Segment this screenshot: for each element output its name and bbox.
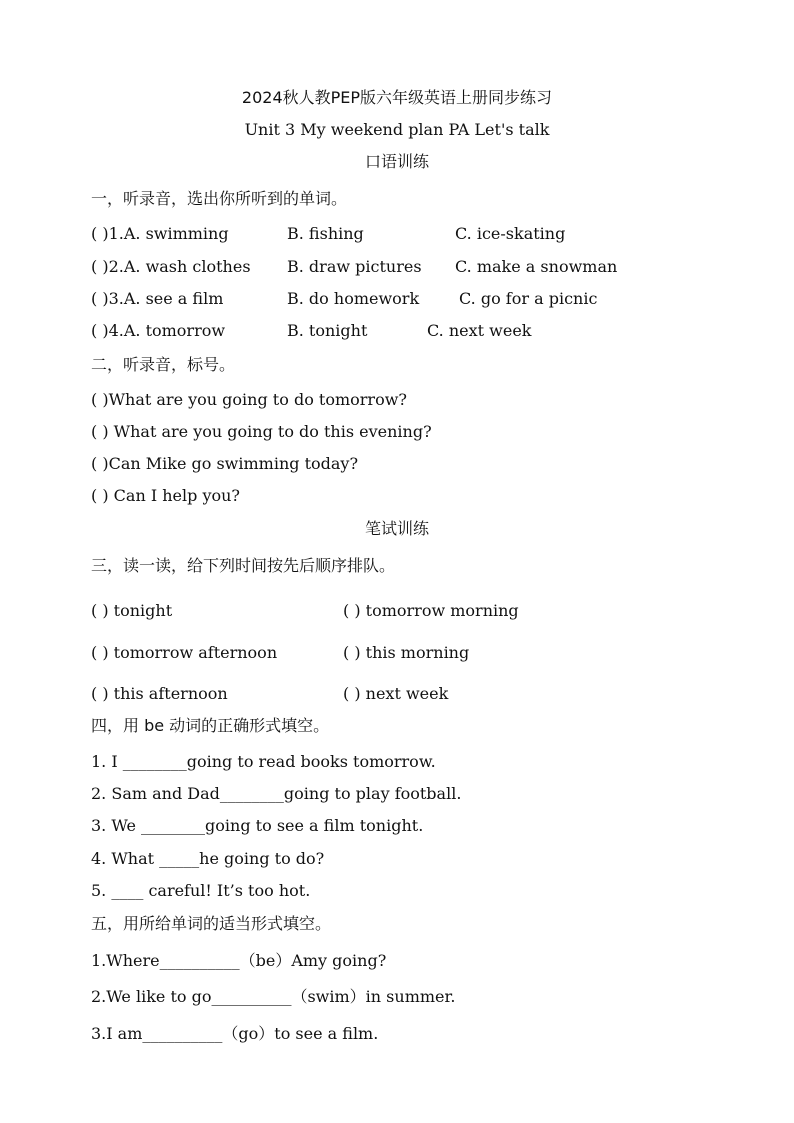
option-a: ( )4.A. tomorrow [91, 321, 226, 340]
list-item: ( )What are you going to do tomorrow? [91, 390, 407, 409]
list-item: ( ) this morning [343, 643, 470, 662]
option-c: C. go for a picnic [459, 289, 598, 308]
list-item: 3.I am__________（go）to see a film. [91, 1024, 379, 1043]
list-item: ( ) Can I help you? [91, 486, 241, 505]
option-b: B. fishing [287, 224, 364, 243]
option-c: C. next week [427, 321, 532, 340]
list-item: ( ) What are you going to do this evening? [91, 422, 432, 441]
option-b: B. do homework [287, 289, 420, 308]
option-c: C. make a snowman [455, 257, 618, 276]
page-subtitle: Unit 3 My weekend plan PA Let's talk [244, 120, 550, 139]
option-a: ( )2.A. wash clothes [91, 257, 251, 276]
list-item: ( )Can Mike go swimming today? [91, 454, 359, 473]
list-item: 3. We ________going to see a film tonight. [91, 816, 424, 835]
section-3-heading: 三，读一读，给下列时间按先后顺序排队。 [91, 556, 396, 575]
option-c: C. ice-skating [455, 224, 566, 243]
section-2-heading: 二，听录音，标号。 [91, 355, 236, 374]
list-item: ( ) this afternoon [91, 684, 228, 703]
option-b: B. draw pictures [287, 257, 422, 276]
list-item: 1. I ________going to read books tomorrow. [91, 752, 436, 771]
list-item: 5. ____ careful! It’s too hot. [91, 881, 311, 900]
list-item: ( ) tonight [91, 601, 173, 620]
oral-training-heading: 口语训练 [364, 152, 429, 171]
option-a: ( )3.A. see a film [91, 289, 224, 308]
list-item: 1.Where__________（be）Amy going? [91, 951, 387, 970]
section-5-heading: 五，用所给单词的适当形式填空。 [91, 914, 332, 933]
written-training-heading: 笔试训练 [364, 519, 429, 538]
list-item: ( ) next week [343, 684, 449, 703]
section-1-heading: 一，听录音，选出你所听到的单词。 [91, 189, 348, 208]
section-4-heading: 四，用 be 动词的正确形式填空。 [91, 716, 330, 735]
list-item: 4. What _____he going to do? [91, 849, 325, 868]
list-item: 2. Sam and Dad________going to play football. [91, 784, 462, 803]
list-item: 2.We like to go__________（swim）in summer. [91, 987, 456, 1006]
list-item: ( ) tomorrow morning [343, 601, 519, 620]
list-item: ( ) tomorrow afternoon [91, 643, 278, 662]
page-title: 2024秋人教PEP版六年级英语上册同步练习 [241, 88, 553, 107]
option-b: B. tonight [287, 321, 368, 340]
option-a: ( )1.A. swimming [91, 224, 229, 243]
